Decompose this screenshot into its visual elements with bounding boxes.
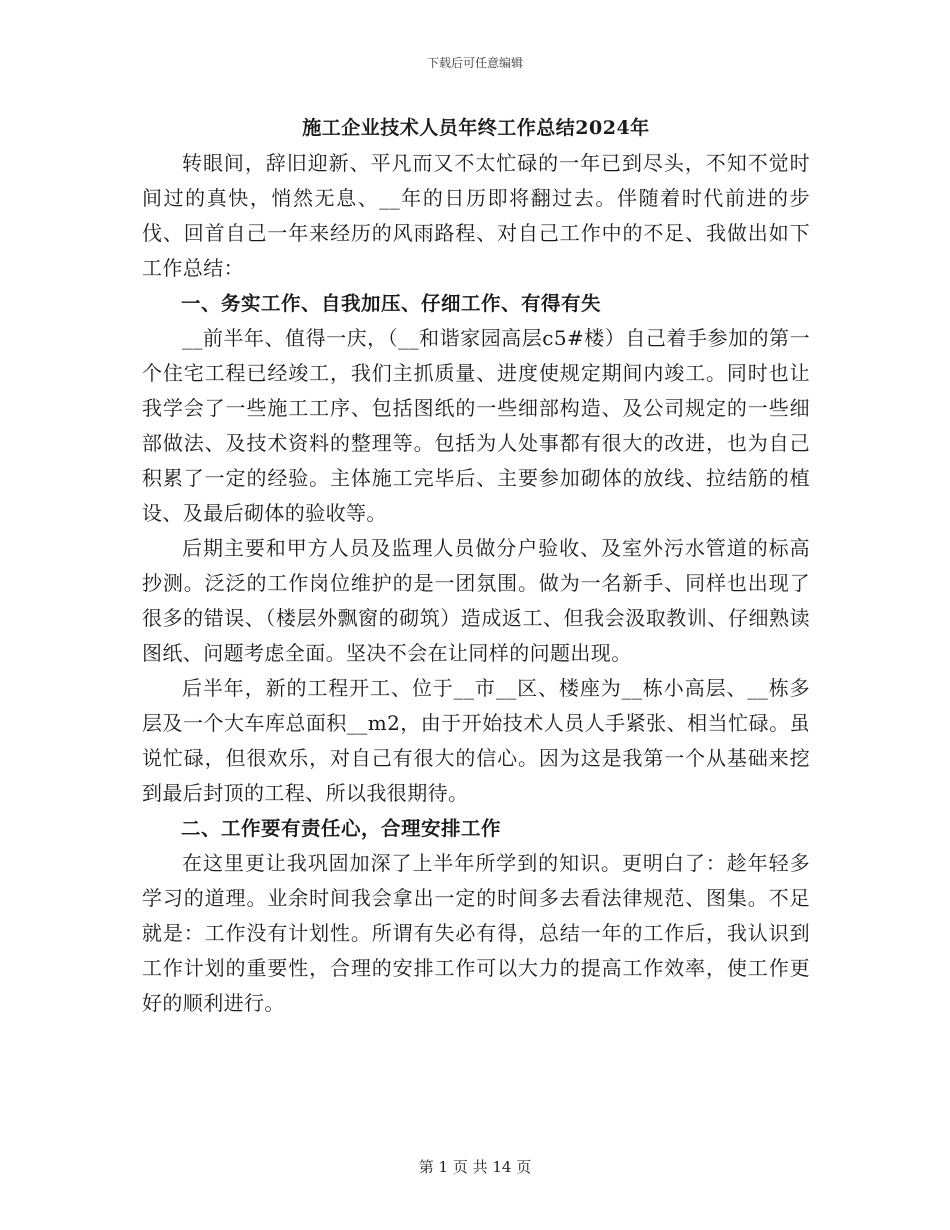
- section-heading-2: 二、工作要有责任心，合理安排工作: [181, 817, 502, 840]
- paragraph-later-stage: 后期主要和甲方人员及监理人员做分户验收、及室外污水管道的标高抄测。泛泛的工作岗位维护的是一团氛围。做为一名新手、同样也出现了很多的错误、（楼层外飘窗的砌筑）造成返工、但我会汲取教训、仔细熟读图纸、问题考虑全面。坚决不会在让同样的问题出现。: [142, 536, 810, 665]
- paragraph-second-half: 后半年，新的工程开工、位于__市__区、楼座为__栋小高层、__栋多层及一个大车库总面积__m2，由于开始技术人员人手紧张、相当忙碌。虽说忙碌，但很欢乐，对自己有很大的信心。因为这是我第一个从基础来挖到最后封顶的工程、所以我很期待。: [142, 676, 810, 805]
- document-body: [142, 110, 810, 1021]
- paragraph-first-half: __前半年、值得一庆，（__和谐家园高层c5#楼）自己着手参加的第一个住宅工程已经竣工，我们主抓质量、进度使规定期间内竣工。同时也让我学会了一些施工工序、包括图纸的一些细部构造、及公司规定的一些细部做法、及技术资料的整理等。包括为人处事都有很大的改进，也为自己积累了一定的经验。主体施工完毕后、主要参加砌体的放线、拉结筋的植设、及最后砌体的验收等。: [142, 326, 810, 525]
- header-note: 下载后可任意编辑: [426, 56, 523, 70]
- paragraph-responsibility: 在这里更让我巩固加深了上半年所学到的知识。更明白了：趁年轻多学习的道理。业余时间我会拿出一定的时间多去看法律规范、图集。不足就是：工作没有计划性。所谓有失必有得，总结一年的工作后，我认识到工作计划的重要性，合理的安排工作可以大力的提高工作效率，使工作更好的顺利进行。: [142, 851, 810, 1015]
- paragraph-intro: 转眼间，辞旧迎新、平凡而又不太忙碌的一年已到尽头，不知不觉时间过的真快，悄然无息、__年的日历即将翻过去。伴随着时代前进的步伐、回首自己一年来经历的风雨路程、对自己工作中的不足、我做出如下工作总结：: [142, 151, 810, 280]
- section-heading-1: 一、务实工作、自我加压、仔细工作、有得有失: [181, 292, 602, 315]
- page-number: 第 1 页 共 14 页: [418, 1158, 532, 1176]
- document-title: 施工企业技术人员年终工作总结2024年: [302, 117, 650, 139]
